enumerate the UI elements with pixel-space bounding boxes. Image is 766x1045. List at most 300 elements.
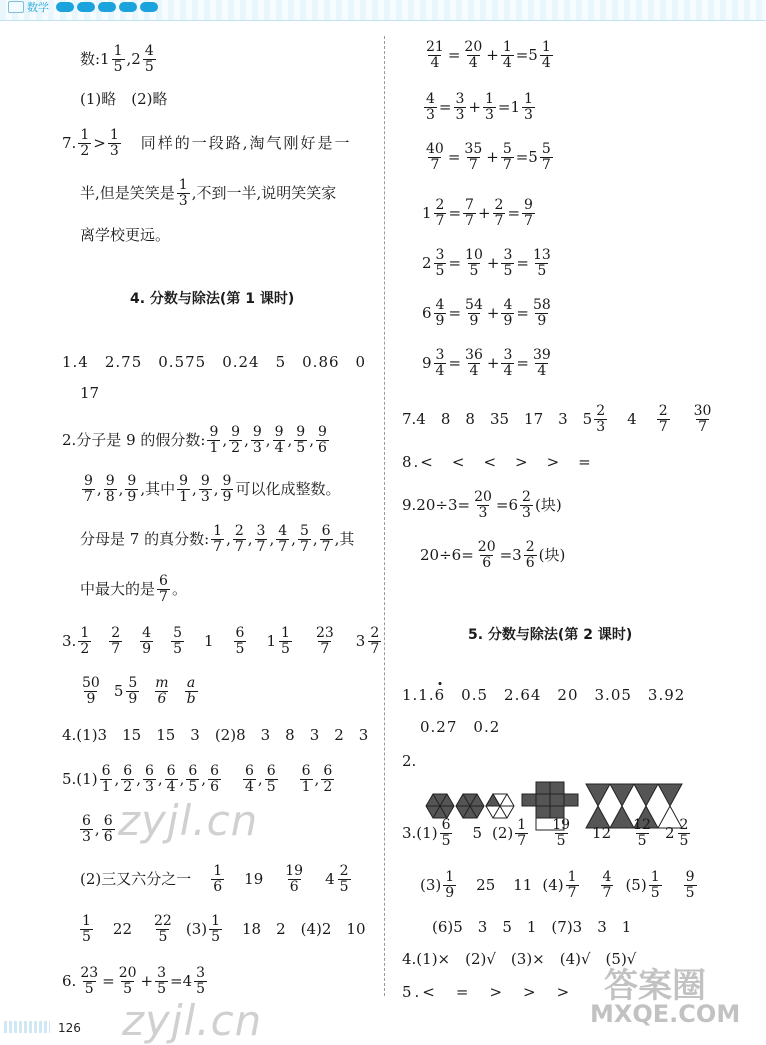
text: + — [486, 303, 500, 322]
fraction-list — [209, 524, 334, 554]
denominator: 6 — [213, 878, 223, 895]
fraction — [294, 425, 307, 455]
header-tag — [8, 0, 218, 14]
fraction — [80, 914, 93, 944]
numerator: 22 — [154, 913, 172, 929]
text: =5 — [515, 147, 538, 166]
denominator: 5 — [82, 928, 91, 945]
denominator: 6 — [482, 554, 492, 571]
denominator: 7 — [465, 212, 474, 229]
text: 9.20÷3= — [402, 495, 471, 514]
numerator: 9 — [524, 197, 533, 213]
mixed-number — [356, 626, 383, 656]
watermark-text: zyjl.cn — [118, 796, 259, 845]
fraction — [424, 142, 446, 172]
denominator: 9 — [127, 488, 137, 505]
square — [522, 794, 536, 806]
text: , — [201, 769, 207, 788]
numerator: 2 — [234, 523, 244, 539]
denominator: 5 — [296, 439, 306, 456]
numerator: 6 — [103, 813, 113, 829]
numerator: 3 — [503, 247, 513, 263]
fraction — [221, 474, 234, 504]
text: (3) — [185, 919, 208, 938]
fraction — [273, 425, 286, 455]
whole: 3 — [355, 631, 366, 650]
denominator: 2 — [80, 640, 90, 657]
fraction — [463, 248, 485, 278]
text: , — [309, 430, 314, 449]
text: (5) — [625, 875, 647, 894]
fraction-list — [175, 474, 235, 504]
text: 9 — [422, 353, 432, 372]
fraction — [566, 870, 579, 900]
q4-line: 4.(1)3 15 15 3 (2)8 3 8 3 2 3 — [62, 726, 369, 744]
numerator: 6 — [323, 763, 333, 779]
denominator: 7 — [567, 884, 577, 901]
fraction — [265, 764, 278, 794]
text: > — [93, 133, 106, 152]
q1-line-2: 17 — [80, 384, 100, 402]
text: = — [448, 253, 462, 272]
text: 22 — [112, 919, 133, 938]
text: , — [314, 769, 320, 788]
denominator: 3 — [178, 192, 188, 209]
text: 7. — [62, 133, 77, 152]
numerator: 3 — [435, 347, 445, 363]
numerator: 4 — [144, 43, 154, 59]
numerator: 4 — [142, 625, 152, 641]
fraction — [476, 540, 498, 570]
text: 同样的一段路,淘气刚好是一 — [140, 133, 352, 152]
denominator: 3 — [478, 504, 488, 521]
fraction — [501, 40, 514, 70]
fraction — [463, 198, 476, 228]
text: (2)三又六分之一 — [80, 869, 192, 888]
brand-watermark-en: MXQE.COM — [590, 1000, 741, 1028]
denominator: 7 — [468, 156, 478, 173]
text: 1 — [204, 631, 214, 650]
fraction — [211, 864, 224, 894]
numerator: 2 — [435, 197, 445, 213]
text: =5 — [515, 45, 538, 64]
whole: 5 — [113, 681, 124, 700]
fraction — [153, 676, 170, 706]
text: 1 — [422, 203, 432, 222]
denominator: 2 — [231, 439, 241, 456]
numerator: 9 — [296, 424, 306, 440]
text: , — [244, 430, 249, 449]
fraction — [276, 524, 289, 554]
text: = — [447, 147, 461, 166]
fraction — [493, 198, 506, 228]
fraction — [155, 966, 168, 996]
fraction — [78, 128, 91, 158]
fraction — [531, 298, 553, 328]
fraction — [157, 574, 170, 604]
numerator: 9 — [317, 424, 327, 440]
text: , — [136, 769, 141, 788]
numerator: 1 — [113, 43, 123, 59]
numerator: 3 — [196, 965, 206, 981]
text: + — [486, 147, 499, 166]
fraction — [186, 764, 199, 794]
text: , — [291, 529, 296, 548]
text: =3 — [499, 545, 522, 564]
fraction — [177, 474, 190, 504]
q5-line-2 — [78, 814, 117, 844]
fraction — [209, 914, 222, 944]
text: = — [448, 353, 462, 372]
denominator: 5 — [339, 878, 349, 895]
fraction — [424, 40, 446, 70]
numerator: 9 — [231, 424, 241, 440]
denominator: 3 — [82, 828, 91, 845]
fraction — [483, 92, 496, 122]
q5-line-1 — [62, 764, 336, 794]
fraction — [524, 540, 537, 570]
numerator: 4 — [278, 523, 288, 539]
square — [550, 794, 564, 806]
fraction — [631, 818, 653, 848]
numerator: 1 — [524, 91, 533, 107]
denominator: 4 — [537, 362, 547, 379]
denominator: 5 — [637, 832, 647, 849]
text: = — [448, 303, 462, 322]
numerator: 19 — [552, 817, 571, 833]
numerator: 2 — [522, 489, 531, 505]
denominator: 7 — [84, 488, 93, 505]
fraction — [462, 142, 484, 172]
denominator: 7 — [321, 538, 331, 555]
text: ,不到一半,说明笑笑家 — [191, 183, 337, 202]
fraction-list — [78, 814, 117, 844]
text: 11 — [513, 875, 533, 894]
numerator: 6 — [210, 763, 219, 779]
text: , — [265, 430, 271, 449]
numerator: 2 — [525, 539, 535, 555]
denominator: 2 — [323, 778, 333, 795]
fraction — [143, 44, 156, 74]
fraction-list — [80, 474, 140, 504]
text: (2) — [492, 823, 514, 842]
denominator: 3 — [455, 106, 465, 123]
text: , — [257, 769, 263, 788]
numerator: 7 — [465, 197, 474, 213]
fraction — [594, 404, 607, 434]
mixed-number — [114, 676, 141, 706]
fraction — [100, 764, 113, 794]
denominator: 3 — [144, 778, 154, 795]
numerator: 20 — [477, 539, 496, 555]
numerator: 5 — [299, 523, 309, 539]
fraction — [540, 40, 553, 70]
numerator: 1 — [80, 625, 90, 641]
denominator: 5 — [235, 640, 245, 657]
text: 25 — [476, 875, 496, 894]
fraction — [194, 966, 207, 996]
denominator: 5 — [158, 928, 168, 945]
fraction — [649, 870, 662, 900]
r-q3-line-2 — [420, 870, 699, 900]
fraction — [601, 870, 614, 900]
numerator: 2 — [339, 863, 349, 879]
numerator: 35 — [464, 141, 483, 157]
numerator: 1 — [82, 913, 91, 929]
square — [564, 794, 578, 806]
fraction — [454, 92, 467, 122]
denominator: 6 — [525, 554, 535, 571]
denominator: 7 — [111, 640, 121, 657]
text: 18 2 (4)2 10 — [242, 919, 366, 938]
square — [550, 782, 564, 794]
numerator: 2 — [494, 197, 504, 213]
denominator: 5 — [157, 980, 167, 997]
denominator: 7 — [256, 538, 266, 555]
fraction — [522, 198, 535, 228]
denominator: 4 — [166, 778, 176, 795]
r-q7-line — [402, 404, 715, 434]
denominator: 6 — [157, 690, 167, 707]
denominator: 6 — [210, 778, 219, 795]
denominator: 7 — [602, 884, 612, 901]
numerator: m — [155, 675, 169, 691]
text: , — [226, 529, 231, 548]
header-dot — [119, 2, 137, 12]
denominator: 5 — [537, 262, 547, 279]
text: =6 — [495, 495, 519, 514]
numerator: 3 — [503, 347, 513, 363]
denominator: 5 — [123, 980, 133, 997]
text: 3. — [62, 631, 77, 650]
denominator: 9 — [86, 690, 96, 707]
numerator: 1 — [213, 523, 223, 539]
fraction — [109, 626, 122, 656]
text: , — [157, 769, 163, 788]
denominator: 5 — [196, 980, 206, 997]
book-label: 数学 — [27, 1, 49, 14]
whole: 2 — [664, 823, 675, 842]
denominator: 6 — [103, 828, 113, 845]
text: 数:1 — [80, 49, 110, 68]
fraction — [424, 92, 437, 122]
denominator: 9 — [537, 312, 547, 329]
numerator: 2 — [679, 817, 689, 833]
text: 3.(1) — [402, 823, 438, 842]
fraction — [501, 298, 514, 328]
numerator: 6 — [82, 813, 91, 829]
fraction-list — [205, 425, 330, 455]
q2-line-1 — [62, 425, 331, 455]
text: 2 — [422, 253, 432, 272]
r-q3-line-3: (6)5 3 5 1 (7)3 3 1 — [432, 918, 632, 936]
numerator: 4 — [503, 297, 513, 313]
text: 5 — [472, 823, 483, 842]
triangle — [610, 784, 634, 806]
numerator: 40 — [426, 141, 444, 157]
fraction — [501, 248, 514, 278]
fraction — [177, 178, 190, 208]
numerator: 3 — [256, 523, 266, 539]
denominator: 4 — [274, 439, 284, 456]
page-number: 126 — [58, 1021, 81, 1035]
repeating-digit: 6 — [434, 686, 446, 704]
numerator: 54 — [465, 297, 483, 313]
numerator: a — [186, 675, 196, 691]
square — [536, 794, 550, 806]
fraction — [684, 870, 697, 900]
r-q1-line-2: 0.27 0.2 — [420, 718, 501, 736]
q2-line-4 — [80, 574, 187, 604]
denominator: 3 — [200, 488, 210, 505]
numerator: 39 — [532, 347, 551, 363]
equation-line — [422, 198, 537, 228]
fraction — [251, 425, 264, 455]
numerator: 1 — [213, 863, 223, 879]
denominator: 3 — [252, 439, 262, 456]
denominator: 8 — [105, 488, 115, 505]
fraction — [540, 142, 553, 172]
equation-line — [422, 298, 555, 328]
denominator: 3 — [596, 418, 606, 435]
text: + — [140, 971, 154, 990]
numerator: 6 — [301, 763, 311, 779]
denominator: 5 — [211, 928, 221, 945]
numerator: 1 — [502, 39, 512, 55]
numerator: 2 — [596, 403, 606, 419]
numerator: 1 — [178, 177, 188, 193]
denominator: 7 — [502, 156, 512, 173]
fraction — [463, 298, 485, 328]
q2-line-3 — [80, 524, 354, 554]
header-dot — [77, 2, 95, 12]
text: , — [118, 479, 124, 498]
fraction — [531, 248, 553, 278]
numerator: 3 — [435, 247, 445, 263]
numerator: 2 — [370, 625, 380, 641]
text: ,其 — [334, 529, 355, 548]
text: 19 — [244, 869, 264, 888]
text: , — [269, 529, 275, 548]
numerator: 20 — [474, 489, 492, 505]
numerator: 23 — [315, 625, 334, 641]
denominator: 4 — [430, 54, 440, 71]
denominator: 7 — [658, 418, 668, 435]
q3-line-1 — [62, 626, 383, 656]
mixed-number — [266, 626, 293, 656]
numerator: 6 — [235, 625, 245, 641]
denominator: 9 — [128, 690, 138, 707]
text: , — [179, 769, 185, 788]
fraction — [112, 44, 125, 74]
numerator: 10 — [465, 247, 483, 263]
fraction — [434, 198, 447, 228]
text: 2.分子是 9 的假分数: — [62, 430, 206, 449]
header-dot — [140, 2, 158, 12]
denominator: 7 — [278, 538, 288, 555]
numerator: 5 — [541, 141, 551, 157]
numerator: 1 — [109, 127, 119, 143]
section-heading-2: 5. 分数与除法(第 2 课时) — [468, 627, 633, 643]
fraction — [171, 626, 184, 656]
numerator: 9 — [685, 869, 695, 885]
numerator: 9 — [222, 473, 232, 489]
text: = — [507, 203, 521, 222]
denominator: 9 — [469, 312, 479, 329]
fraction — [434, 298, 447, 328]
whole: 4 — [325, 869, 335, 888]
text: ,其中 — [140, 479, 176, 498]
fraction — [462, 40, 484, 70]
text: (块) — [538, 545, 566, 564]
numerator: 6 — [245, 763, 254, 779]
denominator: 9 — [445, 884, 455, 901]
fraction — [102, 814, 115, 844]
fraction — [255, 524, 268, 554]
numerator: 13 — [532, 247, 551, 263]
numerator: 19 — [285, 863, 304, 879]
fraction — [657, 404, 670, 434]
fraction — [207, 425, 220, 455]
fraction-list — [98, 764, 223, 794]
q2-line-2 — [80, 474, 340, 504]
denominator: 5 — [441, 832, 451, 849]
numerator: 2 — [111, 625, 121, 641]
denominator: b — [186, 690, 196, 707]
fraction — [678, 818, 691, 848]
text: 1.1. — [402, 686, 435, 704]
fraction — [78, 626, 91, 656]
text: 20÷6= — [420, 545, 474, 564]
numerator: 6 — [266, 763, 276, 779]
denominator: 4 — [503, 362, 513, 379]
fraction — [298, 524, 311, 554]
fraction — [126, 676, 139, 706]
q3-line-2 — [78, 676, 200, 706]
numerator: 1 — [567, 869, 577, 885]
denominator: 5 — [281, 640, 290, 657]
text: 中最大的是 — [80, 579, 156, 598]
fraction — [283, 864, 305, 894]
equation-line — [422, 248, 555, 278]
r-q5-line: 5.< = > > > — [402, 983, 573, 1001]
fraction — [233, 524, 246, 554]
text: = — [438, 97, 452, 116]
fraction — [185, 676, 198, 706]
q6-line — [62, 966, 209, 996]
numerator: 36 — [465, 347, 483, 363]
numerator: 5 — [173, 625, 182, 641]
fraction — [78, 966, 100, 996]
fraction — [531, 348, 553, 378]
triangle — [586, 784, 610, 806]
numerator: 6 — [159, 573, 168, 589]
r-q8-line: 8.< < < > > = — [402, 453, 593, 471]
fraction — [501, 142, 514, 172]
fraction — [300, 764, 313, 794]
denominator: 3 — [109, 142, 119, 159]
text: =4 — [170, 971, 193, 990]
denominator: 9 — [222, 488, 232, 505]
fraction — [82, 474, 95, 504]
fraction-list — [76, 626, 186, 656]
triangle — [634, 784, 658, 806]
q1-line-1: 1.4 2.75 0.575 0.24 5 0.86 0 — [62, 353, 367, 371]
q7-line-3: 离学校更远。 — [80, 226, 171, 244]
denominator: 4 — [469, 362, 479, 379]
denominator: 1 — [301, 778, 311, 795]
numerator: 6 — [441, 817, 451, 833]
